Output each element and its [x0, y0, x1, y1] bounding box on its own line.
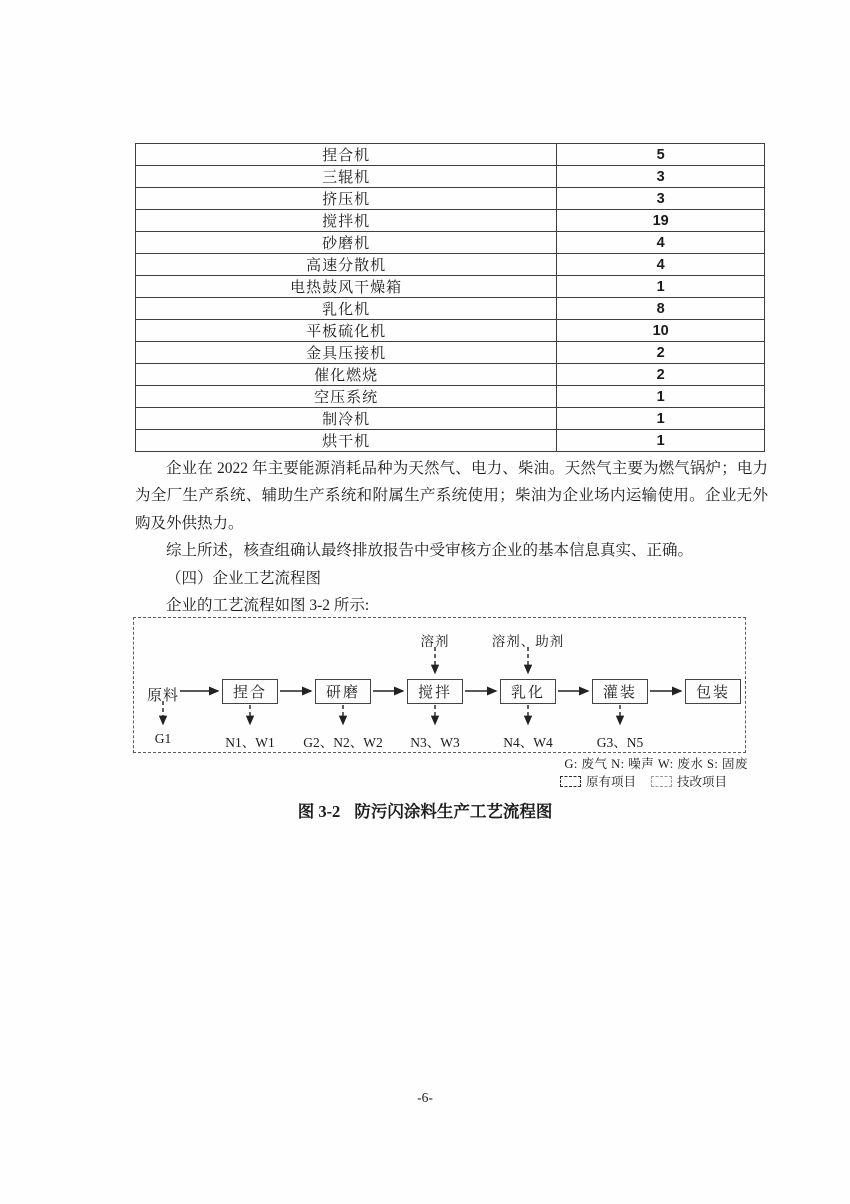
equipment-qty: 1	[557, 430, 765, 452]
paragraph-conclusion: 综上所述，核查组确认最终排放报告中受审核方企业的基本信息真实、正确。	[166, 542, 694, 560]
emission-label: G2、N2、W2	[303, 735, 383, 750]
figure-caption-title: 防污闪涂料生产工艺流程图	[354, 802, 553, 821]
equipment-qty: 1	[557, 386, 765, 408]
process-flow-diagram	[133, 617, 746, 753]
legend-codes: G: 废气 N: 噪声 W: 废水 S: 固废	[564, 757, 748, 771]
table-row	[136, 386, 765, 408]
emission-label: N3、W3	[410, 735, 460, 750]
flow-step-packaging	[685, 679, 741, 704]
legend-project-types	[560, 772, 727, 790]
emission-label: N4、W4	[503, 735, 553, 750]
flow-step-label: 搅拌	[417, 685, 452, 701]
table-row	[136, 232, 765, 254]
upgrade-project-label: 技改项目	[677, 775, 728, 789]
table-row	[136, 210, 765, 232]
flow-source-label: 原料	[147, 688, 180, 704]
equipment-qty: 3	[557, 166, 765, 188]
equipment-name: 金具压接机	[136, 342, 557, 364]
table-row	[136, 276, 765, 298]
equipment-name: 催化燃烧	[136, 364, 557, 386]
equipment-name: 空压系统	[136, 386, 557, 408]
equipment-qty: 19	[557, 210, 765, 232]
table-row	[136, 342, 765, 364]
table-row	[136, 408, 765, 430]
emission-label: N1、W1	[225, 735, 275, 750]
table-row	[136, 430, 765, 452]
flow-step-label: 乳化	[510, 685, 545, 701]
equipment-qty: 2	[557, 364, 765, 386]
section-heading-process-flow: （四）企业工艺流程图	[166, 569, 322, 587]
upgrade-project-symbol	[651, 776, 672, 787]
equipment-qty: 5	[557, 144, 765, 166]
equipment-name: 捏合机	[136, 144, 557, 166]
existing-project-symbol	[560, 776, 581, 787]
equipment-name: 挤压机	[136, 188, 557, 210]
table-row	[136, 144, 765, 166]
emission-label: G1	[154, 731, 172, 746]
equipment-table	[135, 143, 765, 452]
flow-step-stirring	[407, 679, 463, 704]
equipment-qty: 2	[557, 342, 765, 364]
equipment-qty: 4	[557, 232, 765, 254]
table-row	[136, 298, 765, 320]
table-row	[136, 166, 765, 188]
equipment-name: 平板硫化机	[136, 320, 557, 342]
table-row	[136, 364, 765, 386]
equipment-name: 高速分散机	[136, 254, 557, 276]
equipment-name: 砂磨机	[136, 232, 557, 254]
table-row	[136, 188, 765, 210]
paragraph-energy: 企业在 2022 年主要能源消耗品种为天然气、电力、柴油。天然气主要为燃气锅炉；电力为全厂生产系统、辅助生产系统和附属生产系统使用；柴油为企业场内运输使用。企业无外购及外供热力。	[135, 460, 768, 532]
table-row	[136, 320, 765, 342]
table-row	[136, 254, 765, 276]
equipment-name: 三辊机	[136, 166, 557, 188]
equipment-qty: 10	[557, 320, 765, 342]
equipment-qty: 1	[557, 408, 765, 430]
figure-caption-number: 图 3-2	[297, 802, 341, 821]
figure-caption	[0, 798, 850, 822]
equipment-name: 搅拌机	[136, 210, 557, 232]
body-text	[135, 455, 768, 619]
input-label-solvent-additive: 溶剂、助剂	[491, 634, 565, 649]
flow-step-emulsifying	[500, 679, 556, 704]
flow-step-filling	[592, 679, 648, 704]
flow-step-label: 包装	[695, 685, 730, 701]
existing-project-label: 原有项目	[586, 775, 637, 789]
equipment-name: 电热鼓风干燥箱	[136, 276, 557, 298]
flow-step-label: 灌装	[602, 685, 637, 701]
flow-step-kneading	[222, 679, 278, 704]
equipment-qty: 3	[557, 188, 765, 210]
equipment-name: 乳化机	[136, 298, 557, 320]
equipment-name: 制冷机	[136, 408, 557, 430]
paragraph-figure-intro: 企业的工艺流程如图 3-2 所示:	[166, 597, 370, 615]
input-label-solvent: 溶剂	[420, 634, 450, 649]
equipment-name: 烘干机	[136, 430, 557, 452]
equipment-qty: 4	[557, 254, 765, 276]
equipment-qty: 8	[557, 298, 765, 320]
emission-label: G3、N5	[596, 735, 644, 750]
equipment-qty: 1	[557, 276, 765, 298]
flow-step-grinding	[315, 679, 371, 704]
page-number: -6-	[417, 1090, 433, 1105]
flow-step-label: 捏合	[232, 685, 267, 701]
flow-step-label: 研磨	[325, 685, 360, 701]
